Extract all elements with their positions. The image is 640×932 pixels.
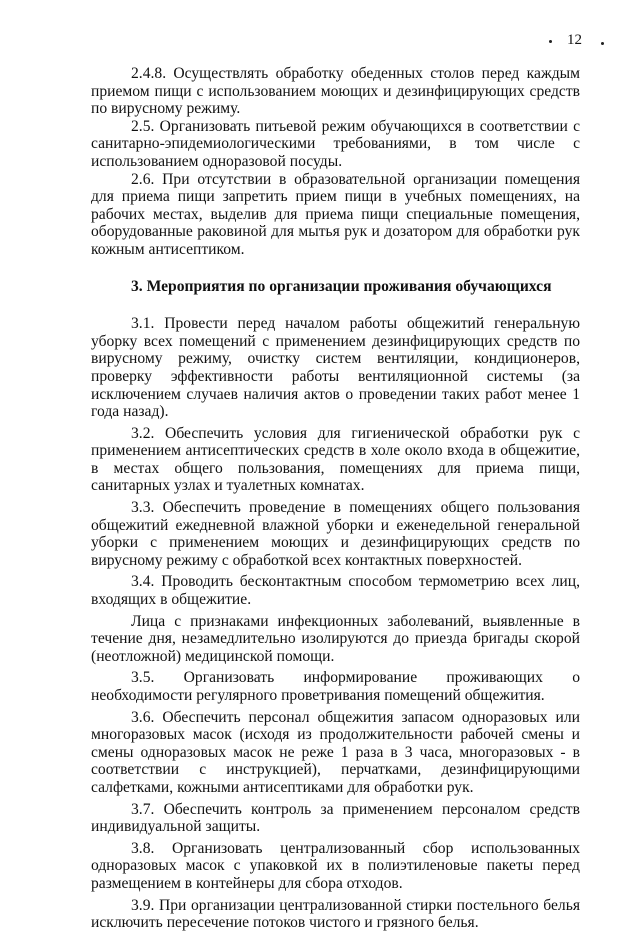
paragraph-3-8: 3.8. Организовать централизованный сбор использованных одноразовых масок с упаковкой их в полиэтиленовые пакеты перед размещением в контейнеры для сбора отходов.	[91, 839, 580, 892]
paragraph-3-9: 3.9. При организации централизованной стирки постельного белья исключить пересечение потоков чистого и грязного белья.	[91, 896, 580, 932]
paragraph-3-5: 3.5. Организовать информирование проживающих о необходимости регулярного проветривания помещений общежития.	[91, 669, 580, 704]
paragraph-infection-isolation: Лица с признаками инфекционных заболеваний, выявленные в течение дня, незамедлительно изолируются до приезда бригады скорой (неотложной) медицинской помощи.	[91, 612, 580, 665]
paragraph-3-6: 3.6. Обеспечить персонал общежития запасом одноразовых или многоразовых масок (исходя из продолжительности рабочей смены и смены одноразовых масок не реже 1 раза в 3 часа, многоразовых - в соответствии с инструкцией), перчатками, дезинфицирующими салфетками, кожными антисептиками для обработки рук.	[91, 708, 580, 796]
paragraph-3-3: 3.3. Обеспечить проведение в помещениях общего пользования общежитий ежедневной влажной уборки и еженедельной генеральной уборки с применением моющих и дезинфицирующих средств по вирусному режиму с обработкой всех контактных поверхностей.	[91, 499, 580, 569]
page-number: 12	[567, 32, 582, 48]
paragraph-3-7: 3.7. Обеспечить контроль за применением персоналом средств индивидуальной защиты.	[91, 800, 580, 836]
section-heading: 3. Мероприятия по организации проживания обучающихся	[131, 277, 552, 295]
paragraph-3-1: 3.1. Провести перед началом работы общежитий генеральную уборку всех помещений с применением дезинфицирующих средств по вирусному режиму, очистку систем вентиляции, кондиционеров, проверку эффективности работы вентиляционной системы (за исключением случаев наличия актов о проведении таких работ менее 1 года назад).	[91, 315, 580, 421]
document-body	[91, 65, 580, 932]
paragraph-3-2: 3.2. Обеспечить условия для гигиенической обработки рук с применением антисептических средств в холе около входа в общежитие, в местах общего пользования, помещениях для приема пищи, санитарных узлах и туалетных комнатах.	[91, 424, 580, 495]
paragraph-2-5: 2.5. Организовать питьевой режим обучающихся в соответствии с санитарно-эпидемиологическими требованиями, в том числе с использованием одноразовой посуды.	[91, 117, 580, 170]
scan-speck-right	[601, 42, 604, 45]
paragraph-2-4-8: 2.4.8. Осуществлять обработку обеденных столов перед каждым приемом пищи с использованием моющих и дезинфицирующих средств по вирусному режиму.	[91, 65, 580, 118]
paragraph-2-6: 2.6. При отсутствии в образовательной организации помещения для приема пищи запретить прием пищи в учебных помещениях, на рабочих местах, выделив для приема пищи специальные помещения, оборудованные раковиной для мытья рук и дозатором для обработки рук кожным антисептиком.	[91, 170, 580, 258]
scan-speck-left	[549, 40, 552, 43]
paragraph-3-4: 3.4. Проводить бесконтактным способом термометрию всех лиц, входящих в общежитие.	[91, 573, 580, 609]
